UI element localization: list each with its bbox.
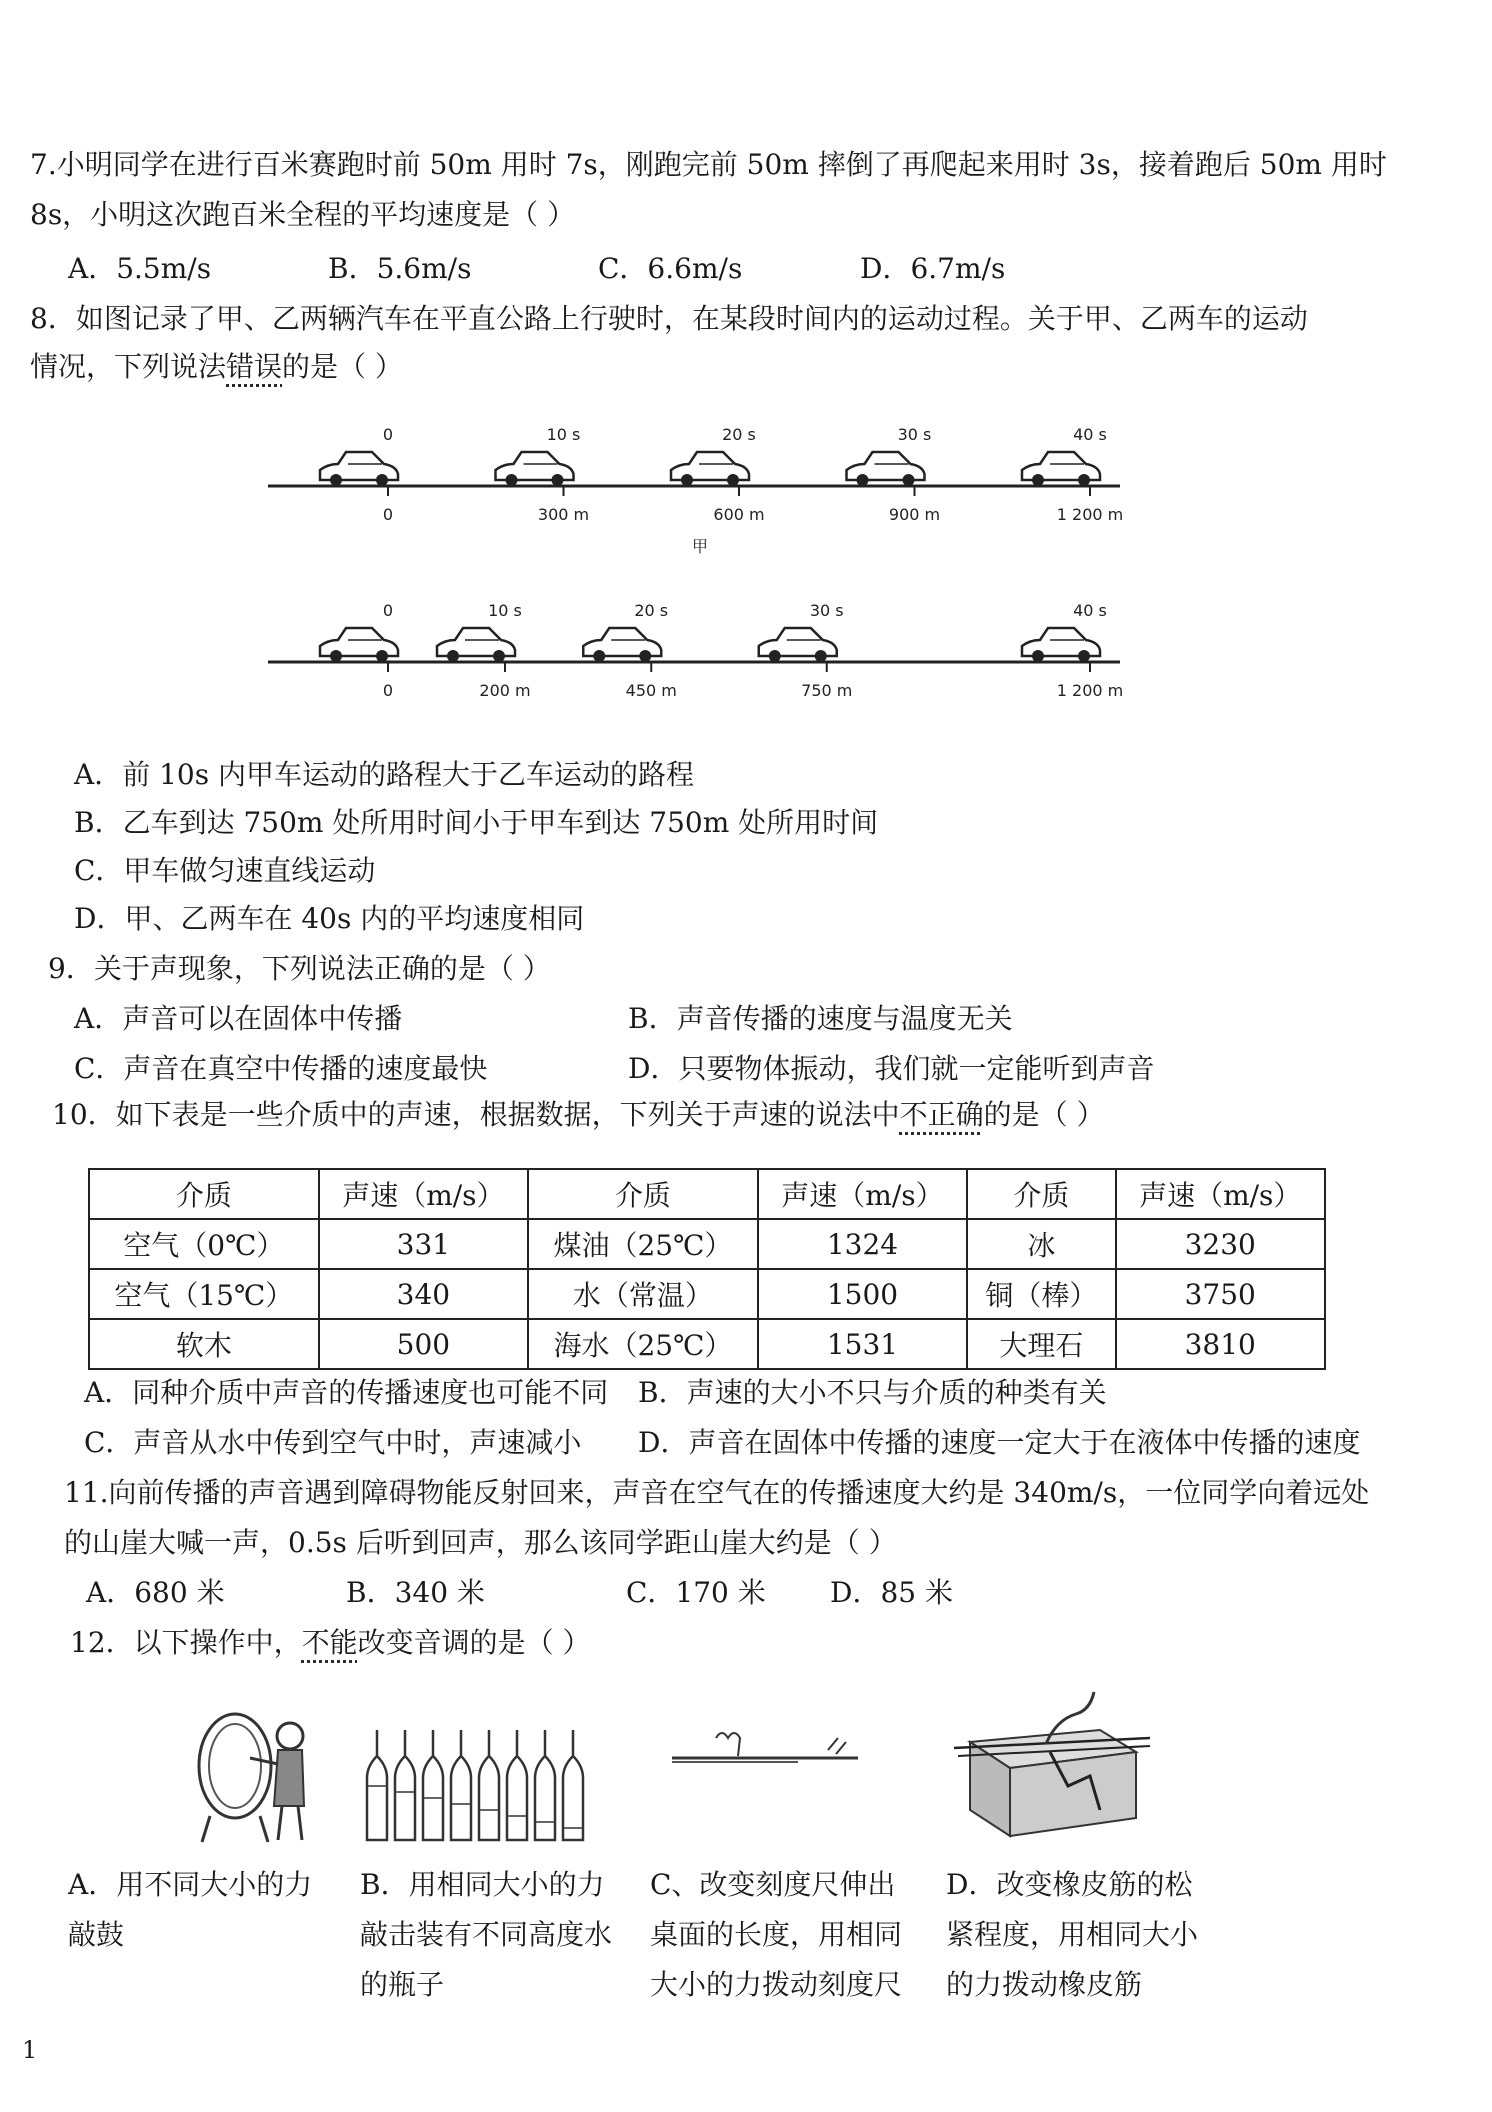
rubber-band-box-illustration [950, 1690, 1150, 1840]
time-label: 20 s [722, 425, 756, 444]
q7-stem-line2: 8s，小明这次跑百米全程的平均速度是（ ） [30, 198, 576, 231]
q8-option-d: D．甲、乙两车在 40s 内的平均速度相同 [74, 902, 585, 935]
car-icon [671, 452, 749, 486]
q11-stem-line1: 11.向前传播的声音遇到障碍物能反射回来，声音在空气在的传播速度大约是 340m/s，一位同学向着远处 [64, 1476, 1370, 1509]
distance-label: 450 m [625, 681, 677, 700]
q12-option-d-line3: 的力拨动橡皮筋 [946, 1968, 1143, 2001]
distance-label: 200 m [479, 681, 531, 700]
car-icon [583, 628, 661, 662]
ruler-illustration [668, 1720, 868, 1780]
car-icon [320, 628, 398, 662]
table-header: 介质 [89, 1169, 319, 1219]
motion-diagram [0, 0, 1492, 720]
table-cell: 3810 [1116, 1319, 1326, 1369]
q8-option-c: C．甲车做匀速直线运动 [74, 854, 376, 887]
table-header: 声速（m/s） [1116, 1169, 1326, 1219]
time-label: 0 [382, 601, 394, 620]
distance-label: 600 m [713, 505, 765, 524]
q12-option-d-line2: 紧程度，用相同大小 [946, 1918, 1199, 1951]
table-cell: 空气（15℃） [89, 1269, 319, 1319]
table-cell: 1531 [758, 1319, 967, 1369]
q10-option-a: A．同种介质中声音的传播速度也可能不同 [84, 1376, 609, 1409]
q11-option-d: D．85 米 [830, 1576, 953, 1609]
table-cell: 煤油（25℃） [528, 1219, 758, 1269]
q9-stem: 9．关于声现象，下列说法正确的是（ ） [48, 952, 551, 985]
q7-option-a: A．5.5m/s [68, 252, 212, 285]
q10-option-c: C．声音从水中传到空气中时，声速减小 [84, 1426, 582, 1459]
q8-option-b: B．乙车到达 750m 处所用时间小于甲车到达 750m 处所用时间 [74, 806, 879, 839]
q9-option-b: B．声音传播的速度与温度无关 [628, 1002, 1013, 1035]
table-header-row [89, 1169, 1325, 1219]
table-row [89, 1319, 1325, 1369]
time-label: 30 s [897, 425, 932, 444]
distance-label: 750 m [801, 681, 853, 700]
table-cell: 大理石 [967, 1319, 1115, 1369]
table-cell: 水（常温） [528, 1269, 758, 1319]
bottles-illustration [365, 1726, 595, 1846]
car-icon [847, 452, 925, 486]
q8-stem-line2: 情况，下列说法错误的是（ ） [30, 350, 403, 383]
page-number: 1 [22, 2036, 38, 2064]
q12-option-b-line3: 的瓶子 [360, 1968, 445, 2001]
q12-option-a-line1: A．用不同大小的力 [68, 1868, 313, 1901]
q7-option-b: B．5.6m/s [328, 252, 472, 285]
car-icon [437, 628, 515, 662]
track-yi [268, 601, 1123, 700]
table-header: 介质 [528, 1169, 758, 1219]
q9-option-c: C．声音在真空中传播的速度最快 [74, 1052, 488, 1085]
q12-stem: 12．以下操作中，不能改变音调的是（ ） [70, 1626, 591, 1659]
time-label: 40 s [1073, 601, 1107, 620]
q9-option-d: D．只要物体振动，我们就一定能听到声音 [628, 1052, 1155, 1085]
q11-option-a: A．680 米 [86, 1576, 225, 1609]
q11-option-c: C．170 米 [626, 1576, 766, 1609]
q9-option-a: A．声音可以在固体中传播 [74, 1002, 403, 1035]
car-icon [496, 452, 574, 486]
time-label: 20 s [634, 601, 669, 620]
table-cell: 1324 [758, 1219, 967, 1269]
q8-stem-line1: 8．如图记录了甲、乙两辆汽车在平直公路上行驶时，在某段时间内的运动过程。关于甲、乙两车的运动 [30, 302, 1308, 335]
q12-emphasis: 不能 [301, 1626, 358, 1659]
time-label: 10 s [546, 425, 581, 444]
q10-emphasis: 不正确 [899, 1098, 984, 1131]
time-label: 10 s [488, 601, 522, 620]
q12-option-c-line2: 桌面的长度，用相同 [650, 1918, 903, 1951]
q10-stem: 10．如下表是一些介质中的声速，根据数据，下列关于声速的说法中不正确的是（ ） [52, 1098, 1105, 1131]
table-cell: 3750 [1116, 1269, 1326, 1319]
time-label: 0 [382, 425, 394, 444]
car-icon [1022, 452, 1100, 486]
time-label: 40 s [1073, 425, 1107, 444]
q10-option-d: D．声音在固体中传播的速度一定大于在液体中传播的速度 [638, 1426, 1361, 1459]
table-header: 声速（m/s） [319, 1169, 528, 1219]
table-row [89, 1269, 1325, 1319]
table-cell: 冰 [967, 1219, 1115, 1269]
q12-option-b-line2: 敲击装有不同高度水 [360, 1918, 613, 1951]
table-cell: 铜（棒） [967, 1269, 1115, 1319]
table-header: 声速（m/s） [758, 1169, 967, 1219]
table-cell: 331 [319, 1219, 528, 1269]
sound-speed-table [88, 1168, 1326, 1370]
q12-option-a-line2: 敲鼓 [68, 1918, 125, 1951]
q11-option-b: B．340 米 [346, 1576, 485, 1609]
q12-option-c-line1: C、改变刻度尺伸出 [650, 1868, 896, 1901]
time-label: 30 s [809, 601, 844, 620]
table-cell: 1500 [758, 1269, 967, 1319]
distance-label: 0 [382, 681, 394, 700]
track-jia [268, 425, 1123, 524]
distance-label: 300 m [537, 505, 590, 524]
q10-option-b: B．声速的大小不只与介质的种类有关 [638, 1376, 1107, 1409]
jia-label: 甲 [691, 537, 709, 556]
distance-label: 1 200 m [1056, 681, 1124, 700]
q7-option-d: D．6.7m/s [860, 252, 1006, 285]
table-cell: 3230 [1116, 1219, 1326, 1269]
table-cell: 海水（25℃） [528, 1319, 758, 1369]
table-header: 介质 [967, 1169, 1115, 1219]
table-cell: 软木 [89, 1319, 319, 1369]
car-icon [759, 628, 837, 662]
distance-label: 1 200 m [1056, 505, 1124, 524]
q8-emphasis: 错误 [226, 350, 283, 383]
q12-option-d-line1: D．改变橡皮筋的松 [946, 1868, 1193, 1901]
q12-option-b-line1: B．用相同大小的力 [360, 1868, 605, 1901]
table-cell: 500 [319, 1319, 528, 1369]
drum-illustration [180, 1706, 330, 1846]
q7-option-c: C．6.6m/s [598, 252, 743, 285]
table-cell: 空气（0℃） [89, 1219, 319, 1269]
q7-stem-line1: 7.小明同学在进行百米赛跑时前 50m 用时 7s，刚跑完前 50m 摔倒了再爬起来用时 3s，接着跑后 50m 用时 [30, 148, 1387, 181]
car-icon [320, 452, 398, 486]
distance-label: 0 [382, 505, 394, 524]
q11-stem-line2: 的山崖大喊一声，0.5s 后听到回声，那么该同学距山崖大约是（ ） [64, 1526, 897, 1559]
table-row [89, 1219, 1325, 1269]
q8-option-a: A．前 10s 内甲车运动的路程大于乙车运动的路程 [74, 758, 695, 791]
q12-option-c-line3: 大小的力拨动刻度尺 [650, 1968, 903, 2001]
distance-label: 900 m [888, 505, 941, 524]
car-icon [1022, 628, 1100, 662]
table-cell: 340 [319, 1269, 528, 1319]
